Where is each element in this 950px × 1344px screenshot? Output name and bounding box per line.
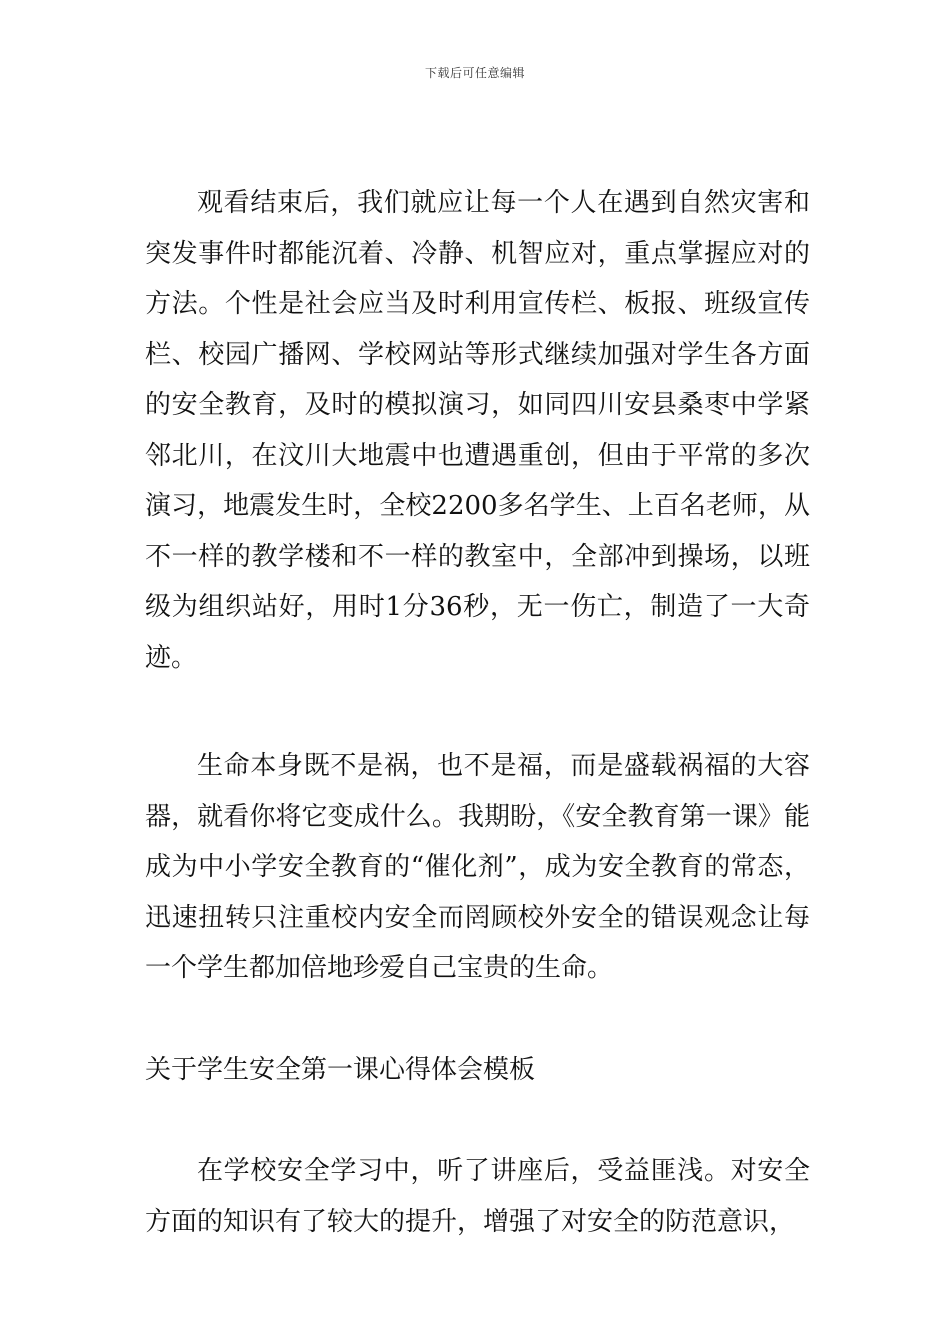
paragraph-spacer [145,994,810,1045]
section-title: 关于学生安全第一课心得体会模板 [145,1054,536,1085]
page-header-note: 下载后可任意编辑 [424,66,525,80]
body-paragraph-2: 生命本身既不是祸，也不是福，而是盛载祸福的大容器，就看你将它变成什么。我期盼，《安全教育第一课》能成为中小学安全教育的“催化剂”，成为安全教育的常态，迅速扭转只注重校内安全而罔顾校外安全的错误观念让每一个学生都加倍地珍爱自己宝贵的生命。 [145,751,810,983]
body-paragraph-3: 在学校安全学习中，听了讲座后，受益匪浅。对安全方面的知识有了较大的提升，增强了对安全的防范意识， [145,1156,810,1237]
body-paragraph-1: 观看结束后，我们就应让每一个人在遇到自然灾害和突发事件时都能沉着、冷静、机智应对，重点掌握应对的方法。个性是社会应当及时利用宣传栏、板报、班级宣传栏、校园广播网、学校网站等形式继续加强对学生各方面的安全教育，及时的模拟演习，如同四川安县桑枣中学紧邻北川，在汶川大地震中也遭遇重创，但由于平常的多次演习，地震发生时，全校2200多名学生、上百名老师，从不一样的教学楼和不一样的教室中，全部冲到操场，以班级为组织站好，用时1分36秒，无一伤亡，制造了一大奇迹。 [145,188,810,673]
document-body [145,178,810,1247]
paragraph-spacer [145,1095,810,1146]
paragraph-spacer [145,683,810,741]
